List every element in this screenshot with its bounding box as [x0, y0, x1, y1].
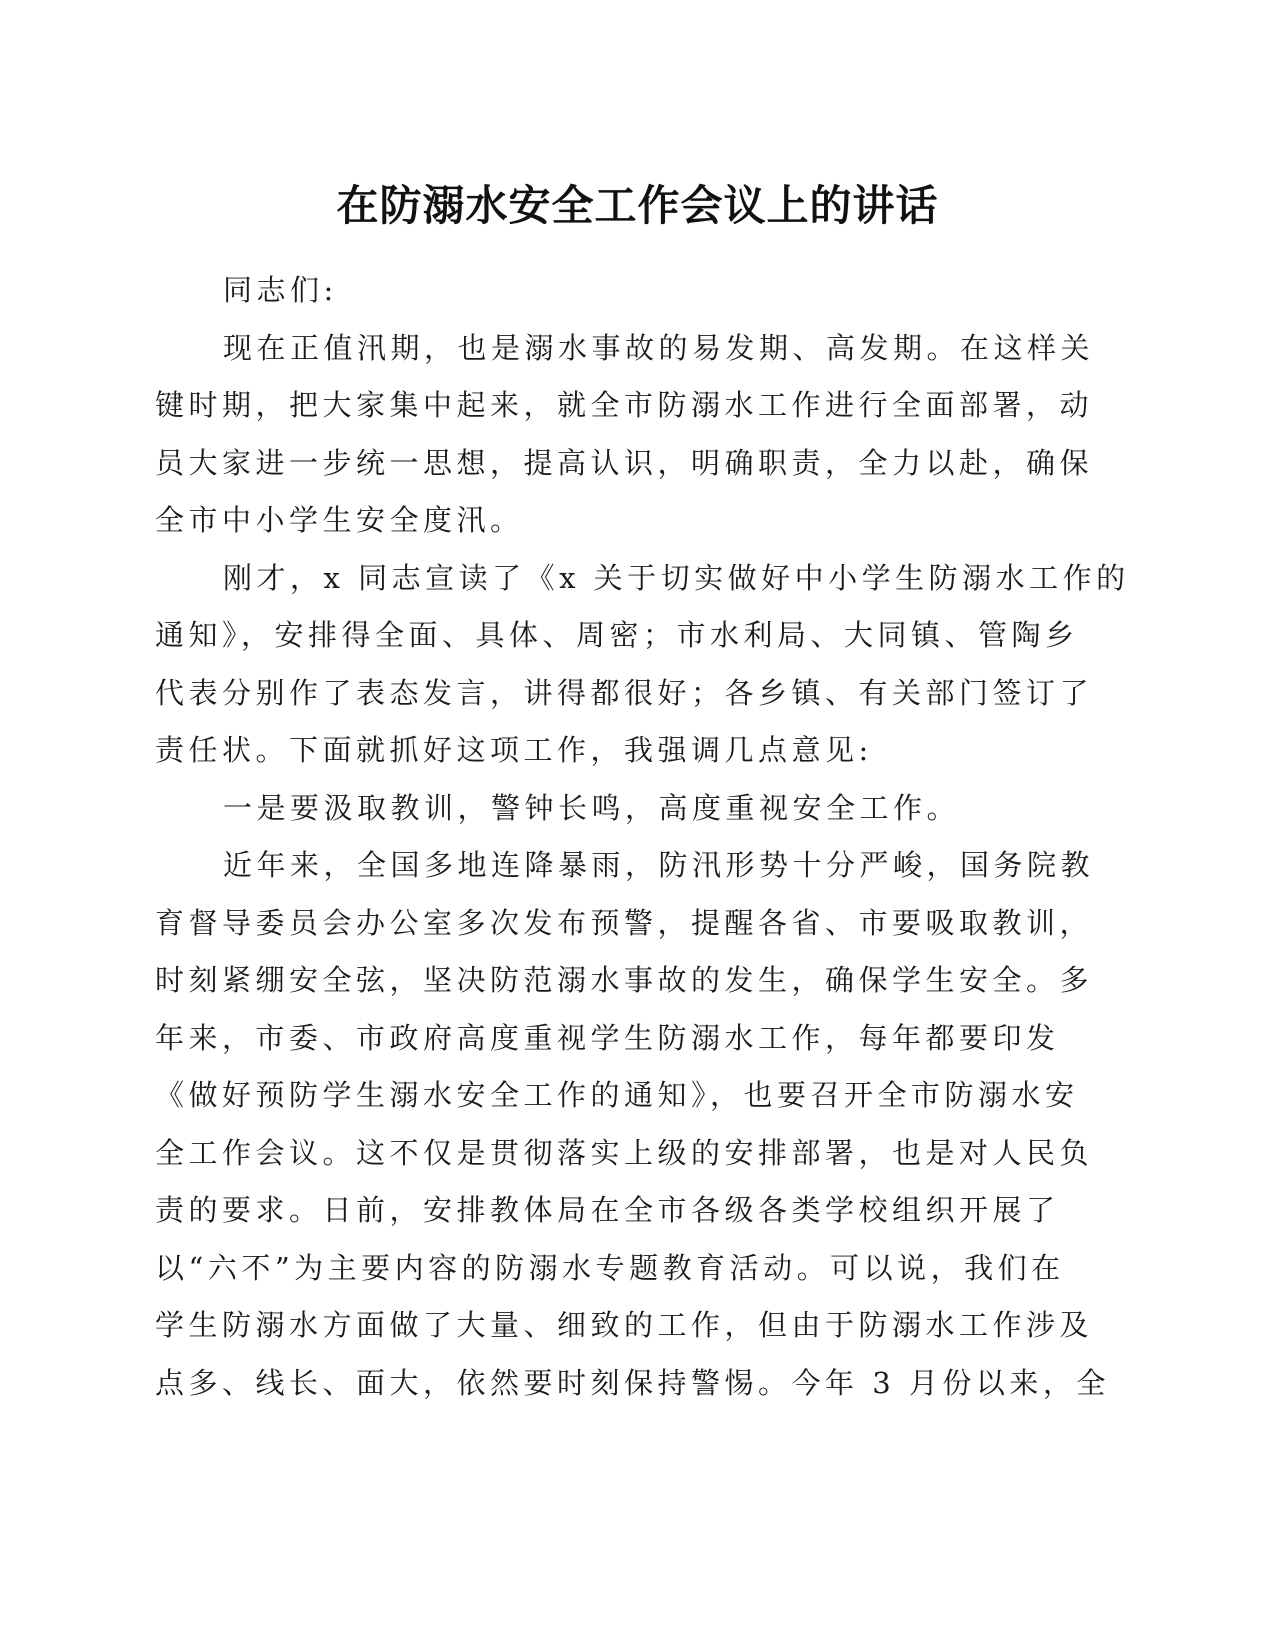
body-line: 时刻紧绷安全弦，坚决防范溺水事故的发生，确保学生安全。多: [155, 963, 1094, 997]
body-line: 学生防溺水方面做了大量、细致的工作，但由于防溺水工作涉及: [155, 1308, 1094, 1342]
body-line: 全市中小学生安全度汛。: [155, 503, 524, 537]
body-line: 点多、线长、面大，依然要时刻保持警惕。今年 3 月份以来，全: [155, 1365, 1110, 1400]
body-line: 通知》，安排得全面、具体、周密；市水利局、大同镇、管陶乡: [155, 618, 1079, 652]
body-line: 责任状。下面就抓好这项工作，我强调几点意见:: [155, 733, 873, 767]
body-line: 《做好预防学生溺水安全工作的通知》，也要召开全市防溺水安: [155, 1078, 1079, 1112]
body-line: 以“六不”为主要内容的防溺水专题教育活动。可以说，我们在: [155, 1250, 1065, 1285]
body-line: 同志们:: [223, 273, 338, 307]
body-line: 一是要汲取教训，警钟长鸣，高度重视安全工作。: [223, 790, 961, 825]
document-title: 在防溺水安全工作会议上的讲话: [336, 181, 939, 230]
body-line: 键时期，把大家集中起来，就全市防溺水工作进行全面部署，动: [155, 388, 1094, 422]
body-line: 现在正值汛期，也是溺水事故的易发期、高发期。在这样关: [223, 330, 1095, 365]
body-line: 育督导委员会办公室多次发布预警，提醒各省、市要吸取教训，: [155, 905, 1094, 940]
body-line: 全工作会议。这不仅是贯彻落实上级的安排部署，也是对人民负: [155, 1135, 1094, 1170]
body-line: 近年来，全国多地连降暴雨，防汛形势十分严峻，国务院教: [223, 848, 1095, 882]
body-line: 年来，市委、市政府高度重视学生防溺水工作，每年都要印发: [155, 1020, 1060, 1055]
body-line: 责的要求。日前，安排教体局在全市各级各类学校组织开展了: [155, 1193, 1060, 1227]
body-line: 刚才，x 同志宣读了《x 关于切实做好中小学生防溺水工作的: [223, 560, 1130, 595]
document-body: [155, 262, 1130, 1412]
body-line: 员大家进一步统一思想，提高认识，明确职责，全力以赴，确保: [155, 445, 1094, 480]
body-line: 代表分别作了表态发言，讲得都很好；各乡镇、有关部门签订了: [155, 675, 1094, 710]
